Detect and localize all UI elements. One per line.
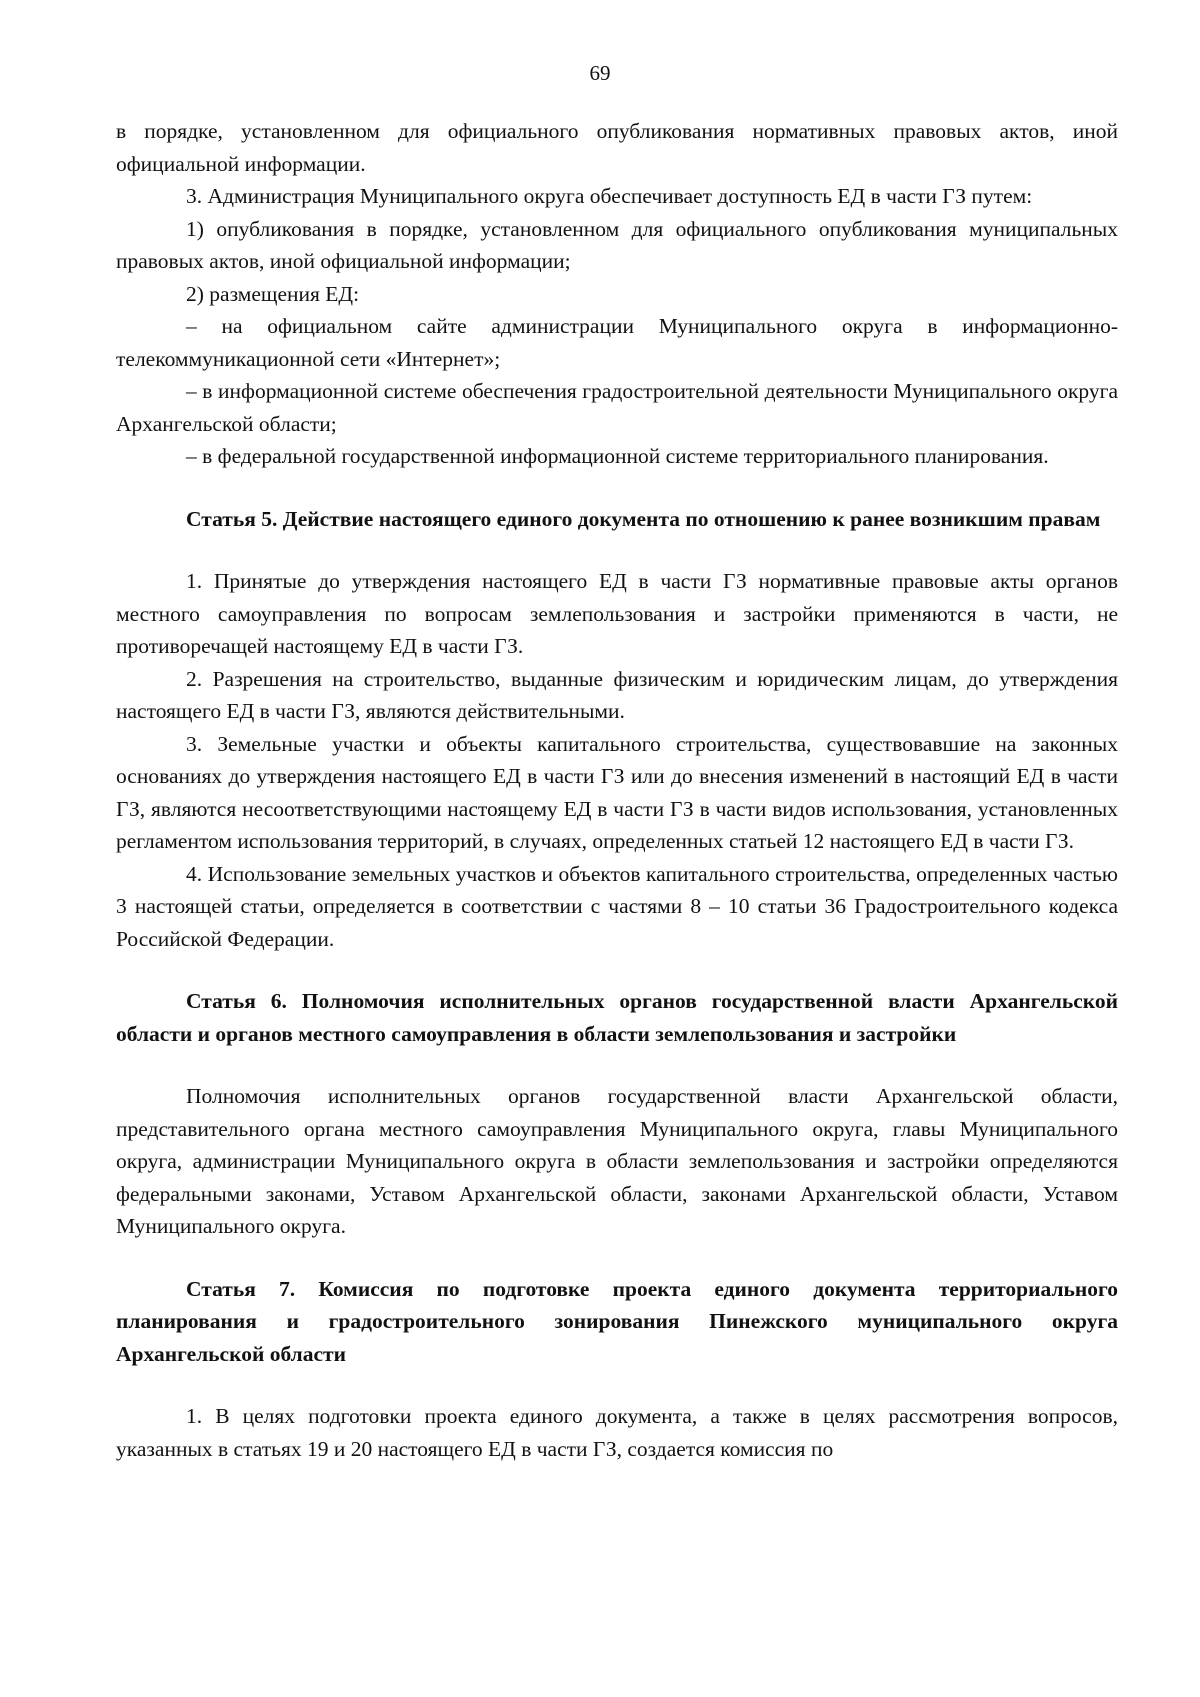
paragraph-dash-website: – на официальном сайте администрации Муниципального округа в информационно-телекоммуникационной сети «Интернет»; <box>116 314 1118 371</box>
paragraph-subitem-1: 1) опубликования в порядке, установленном для официального опубликования муниципальных правовых актов, иной официальной информации; <box>116 216 1118 273</box>
paragraph-subitem-2: 2) размещения ЕД: <box>186 281 360 306</box>
article-5-heading: Статья 5. Действие настоящего единого документа по отношению к ранее возникшим правам <box>186 506 1101 531</box>
article-5-paragraph-1: 1. Принятые до утверждения настоящего ЕД в части ГЗ нормативные правовые акты органов местного самоуправления по вопросам землепользования и застройки применяются в части, не противоречащей настоящему ЕД в части ГЗ. <box>116 569 1118 658</box>
article-5-paragraph-2: 2. Разрешения на строительство, выданные физическим и юридическим лицам, до утверждения настоящего ЕД в части ГЗ, являются действительными. <box>116 666 1118 723</box>
paragraph-continuation: в порядке, установленном для официального опубликования нормативных правовых актов, иной официальной информации. <box>116 119 1118 176</box>
article-6-heading: Статья 6. Полномочия исполнительных органов государственной власти Архангельской области и органов местного самоуправления в области землепользования и застройки <box>116 989 1118 1046</box>
article-5-paragraph-4: 4. Использование земельных участков и объектов капитального строительства, определенных частью 3 настоящей статьи, определяется в соответствии с частями 8 – 10 статьи 36 Градостроительного кодекса Российской Федерации. <box>116 861 1118 951</box>
article-7-heading: Статья 7. Комиссия по подготовке проекта единого документа территориального планирования и градостроительного зонирования Пинежского муниципального округа Архангельской области <box>116 1276 1118 1366</box>
article-7-paragraph-1: 1. В целях подготовки проекта единого документа, а также в целях рассмотрения вопросов, указанных в статьях 19 и 20 настоящего ЕД в части ГЗ, создается комиссия по <box>116 1404 1118 1461</box>
page-number: 69 <box>589 61 611 85</box>
paragraph-dash-fgis: – в федеральной государственной информационной системе территориального планирования. <box>186 444 1049 468</box>
article-6-paragraph-1: Полномочия исполнительных органов государственной власти Архангельской области, представительного органа местного самоуправления Муниципального округа, главы Муниципального округа, администрации Муниципального округа в области землепользования и застройки определяются федеральными законами, Уставом Архангельской области, законами Архангельской области, Уставом Муниципального округа. <box>116 1084 1118 1238</box>
paragraph-dash-isogd: – в информационной системе обеспечения градостроительной деятельности Муниципального округа Архангельской области; <box>116 379 1118 436</box>
document-body <box>116 115 1118 1465</box>
article-5-paragraph-3: 3. Земельные участки и объекты капитального строительства, существовавшие на законных основаниях до утверждения настоящего ЕД в части ГЗ или до внесения изменений в настоящий ЕД в части ГЗ, являются несоответствующими настоящему ЕД в части ГЗ в части видов использования, установленных регламентом использования территорий, в случаях, определенных статьей 12 настоящего ЕД в части ГЗ. <box>116 731 1118 853</box>
paragraph-item-3: 3. Администрация Муниципального округа обеспечивает доступность ЕД в части ГЗ путем: <box>186 184 1033 208</box>
